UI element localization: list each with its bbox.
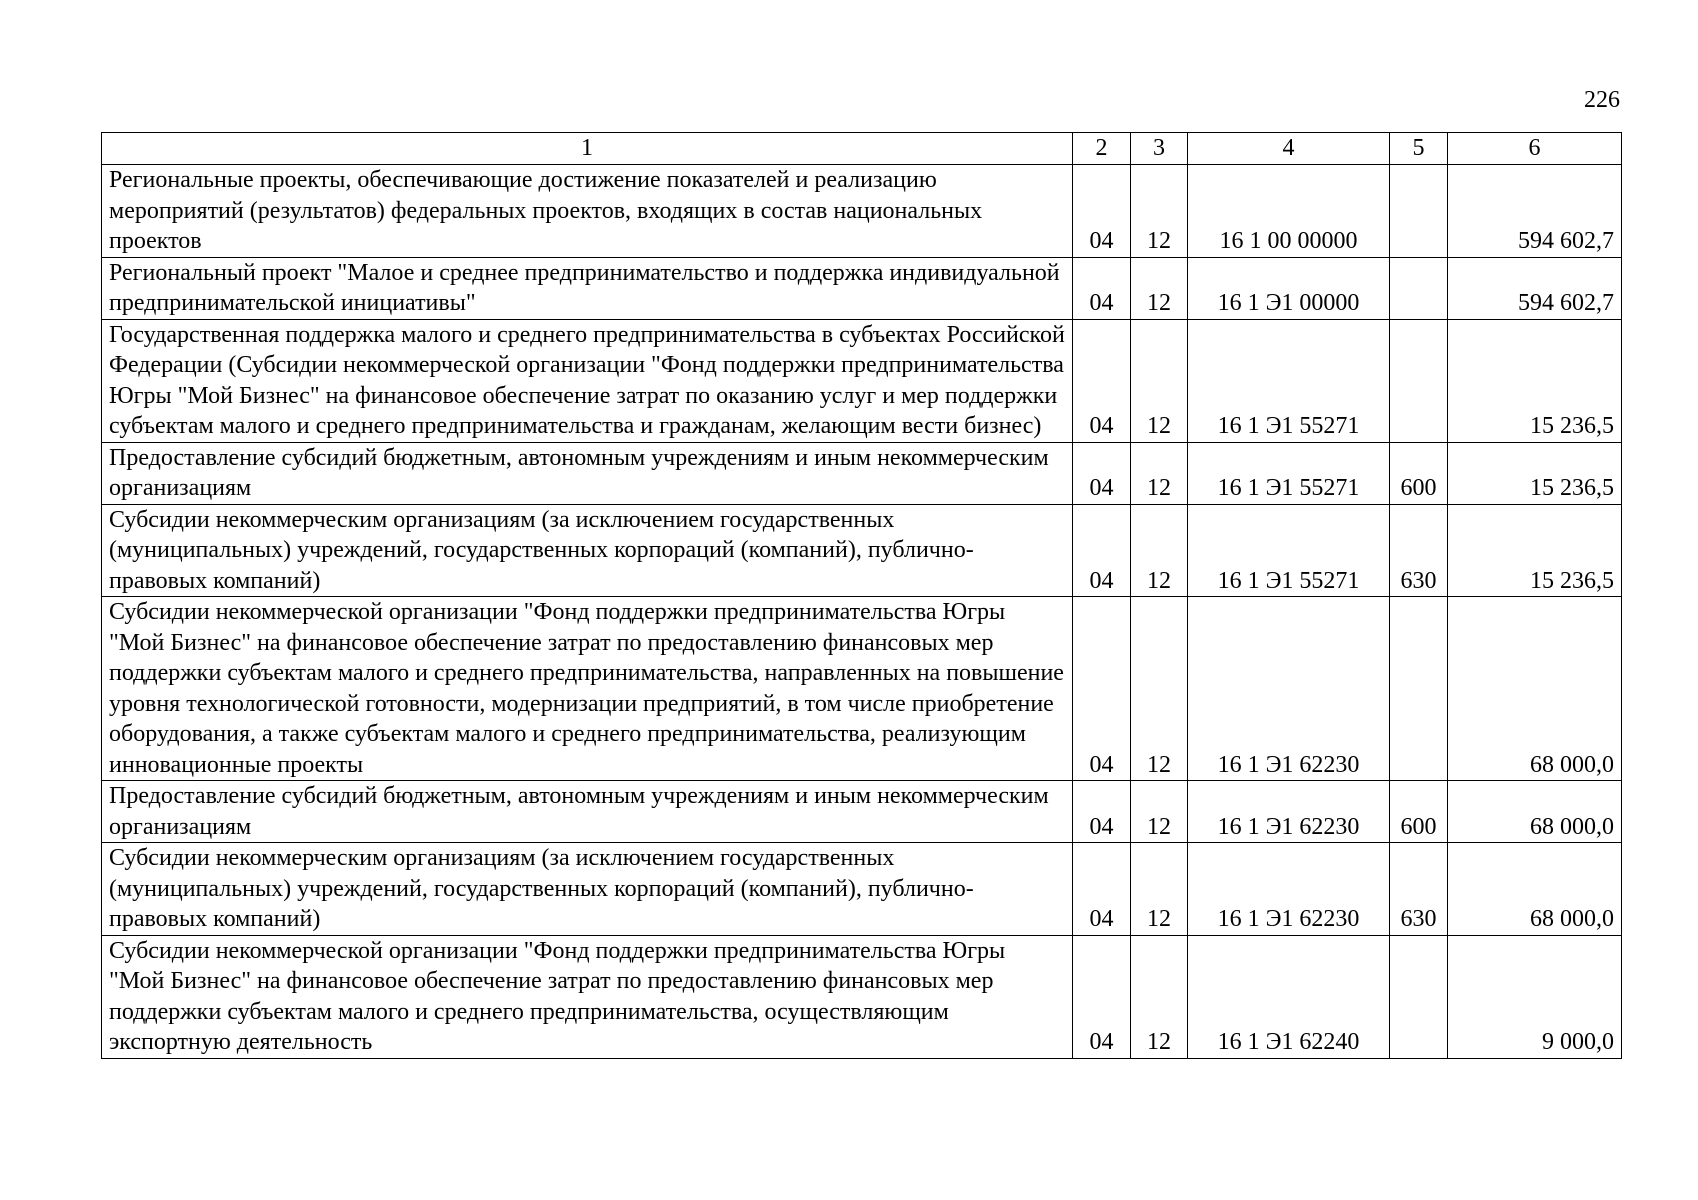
row-amount: 68 000,0 [1448, 843, 1622, 936]
row-amount: 594 602,7 [1448, 257, 1622, 319]
row-target-code: 16 1 Э1 62230 [1188, 843, 1390, 936]
table-row [102, 935, 1622, 1058]
table-row [102, 165, 1622, 258]
column-header-6: 6 [1448, 133, 1622, 165]
row-amount: 15 236,5 [1448, 442, 1622, 504]
row-expense-type: 630 [1390, 504, 1448, 597]
table-row [102, 781, 1622, 843]
row-amount: 68 000,0 [1448, 597, 1622, 781]
row-name: Предоставление субсидий бюджетным, автономным учреждениям и иным некоммерческим организациям [102, 781, 1073, 843]
row-target-code: 16 1 Э1 62230 [1188, 781, 1390, 843]
row-name: Субсидии некоммерческой организации "Фонд поддержки предпринимательства Югры "Мой Бизнес" на финансовое обеспечение затрат по предоставлению финансовых мер поддержки субъектам малого и среднего предпринимательства, осуществляющим экспортную деятельность [102, 935, 1073, 1058]
table-row [102, 843, 1622, 936]
row-amount: 9 000,0 [1448, 935, 1622, 1058]
row-section: 04 [1073, 504, 1131, 597]
row-target-code: 16 1 Э1 55271 [1188, 442, 1390, 504]
row-section: 04 [1073, 935, 1131, 1058]
row-expense-type: 600 [1390, 781, 1448, 843]
row-target-code: 16 1 Э1 55271 [1188, 319, 1390, 442]
row-amount: 594 602,7 [1448, 165, 1622, 258]
row-name: Региональный проект "Малое и среднее предпринимательство и поддержка индивидуальной предпринимательской инициативы" [102, 257, 1073, 319]
row-section: 04 [1073, 843, 1131, 936]
table-row [102, 597, 1622, 781]
column-header-3: 3 [1131, 133, 1188, 165]
row-section: 04 [1073, 442, 1131, 504]
row-target-code: 16 1 Э1 62240 [1188, 935, 1390, 1058]
row-subsection: 12 [1131, 442, 1188, 504]
row-name: Предоставление субсидий бюджетным, автономным учреждениям и иным некоммерческим организациям [102, 442, 1073, 504]
row-subsection: 12 [1131, 597, 1188, 781]
table-header [102, 133, 1622, 165]
row-expense-type [1390, 935, 1448, 1058]
row-section: 04 [1073, 319, 1131, 442]
column-header-1: 1 [102, 133, 1073, 165]
row-name: Государственная поддержка малого и среднего предпринимательства в субъектах Российской Федерации (Субсидии некоммерческой организации "Фонд поддержки предпринимательства Югры "Мой Бизнес" на финансовое обеспечение затрат по оказанию услуг и мер поддержки субъектам малого и среднего предпринимательства и гражданам, желающим вести бизнес) [102, 319, 1073, 442]
row-subsection: 12 [1131, 165, 1188, 258]
table-row [102, 442, 1622, 504]
row-name: Региональные проекты, обеспечивающие достижение показателей и реализацию мероприятий (результатов) федеральных проектов, входящих в состав национальных проектов [102, 165, 1073, 258]
row-subsection: 12 [1131, 319, 1188, 442]
column-header-2: 2 [1073, 133, 1131, 165]
row-expense-type [1390, 257, 1448, 319]
row-section: 04 [1073, 257, 1131, 319]
table-row [102, 319, 1622, 442]
row-subsection: 12 [1131, 935, 1188, 1058]
row-subsection: 12 [1131, 843, 1188, 936]
row-subsection: 12 [1131, 781, 1188, 843]
budget-table [101, 132, 1622, 1059]
header-row [102, 133, 1622, 165]
row-expense-type [1390, 597, 1448, 781]
row-expense-type [1390, 165, 1448, 258]
row-name: Субсидии некоммерческим организациям (за исключением государственных (муниципальных) учреждений, государственных корпораций (компаний), публично-правовых компаний) [102, 504, 1073, 597]
row-name: Субсидии некоммерческой организации "Фонд поддержки предпринимательства Югры "Мой Бизнес" на финансовое обеспечение затрат по предоставлению финансовых мер поддержки субъектам малого и среднего предпринимательства, направленных на повышение уровня технологической готовности, модернизации предприятий, в том числе приобретение оборудования, а также субъектам малого и среднего предпринимательства, реализующим инновационные проекты [102, 597, 1073, 781]
row-target-code: 16 1 00 00000 [1188, 165, 1390, 258]
table-row [102, 257, 1622, 319]
row-section: 04 [1073, 165, 1131, 258]
row-expense-type: 630 [1390, 843, 1448, 936]
row-subsection: 12 [1131, 504, 1188, 597]
row-amount: 15 236,5 [1448, 319, 1622, 442]
column-header-4: 4 [1188, 133, 1390, 165]
row-target-code: 16 1 Э1 62230 [1188, 597, 1390, 781]
row-amount: 68 000,0 [1448, 781, 1622, 843]
table-body [102, 165, 1622, 1059]
row-target-code: 16 1 Э1 55271 [1188, 504, 1390, 597]
row-target-code: 16 1 Э1 00000 [1188, 257, 1390, 319]
column-header-5: 5 [1390, 133, 1448, 165]
row-section: 04 [1073, 781, 1131, 843]
row-expense-type [1390, 319, 1448, 442]
row-expense-type: 600 [1390, 442, 1448, 504]
page-number: 226 [1584, 87, 1620, 113]
row-subsection: 12 [1131, 257, 1188, 319]
row-section: 04 [1073, 597, 1131, 781]
row-amount: 15 236,5 [1448, 504, 1622, 597]
table-row [102, 504, 1622, 597]
row-name: Субсидии некоммерческим организациям (за исключением государственных (муниципальных) учреждений, государственных корпораций (компаний), публично-правовых компаний) [102, 843, 1073, 936]
